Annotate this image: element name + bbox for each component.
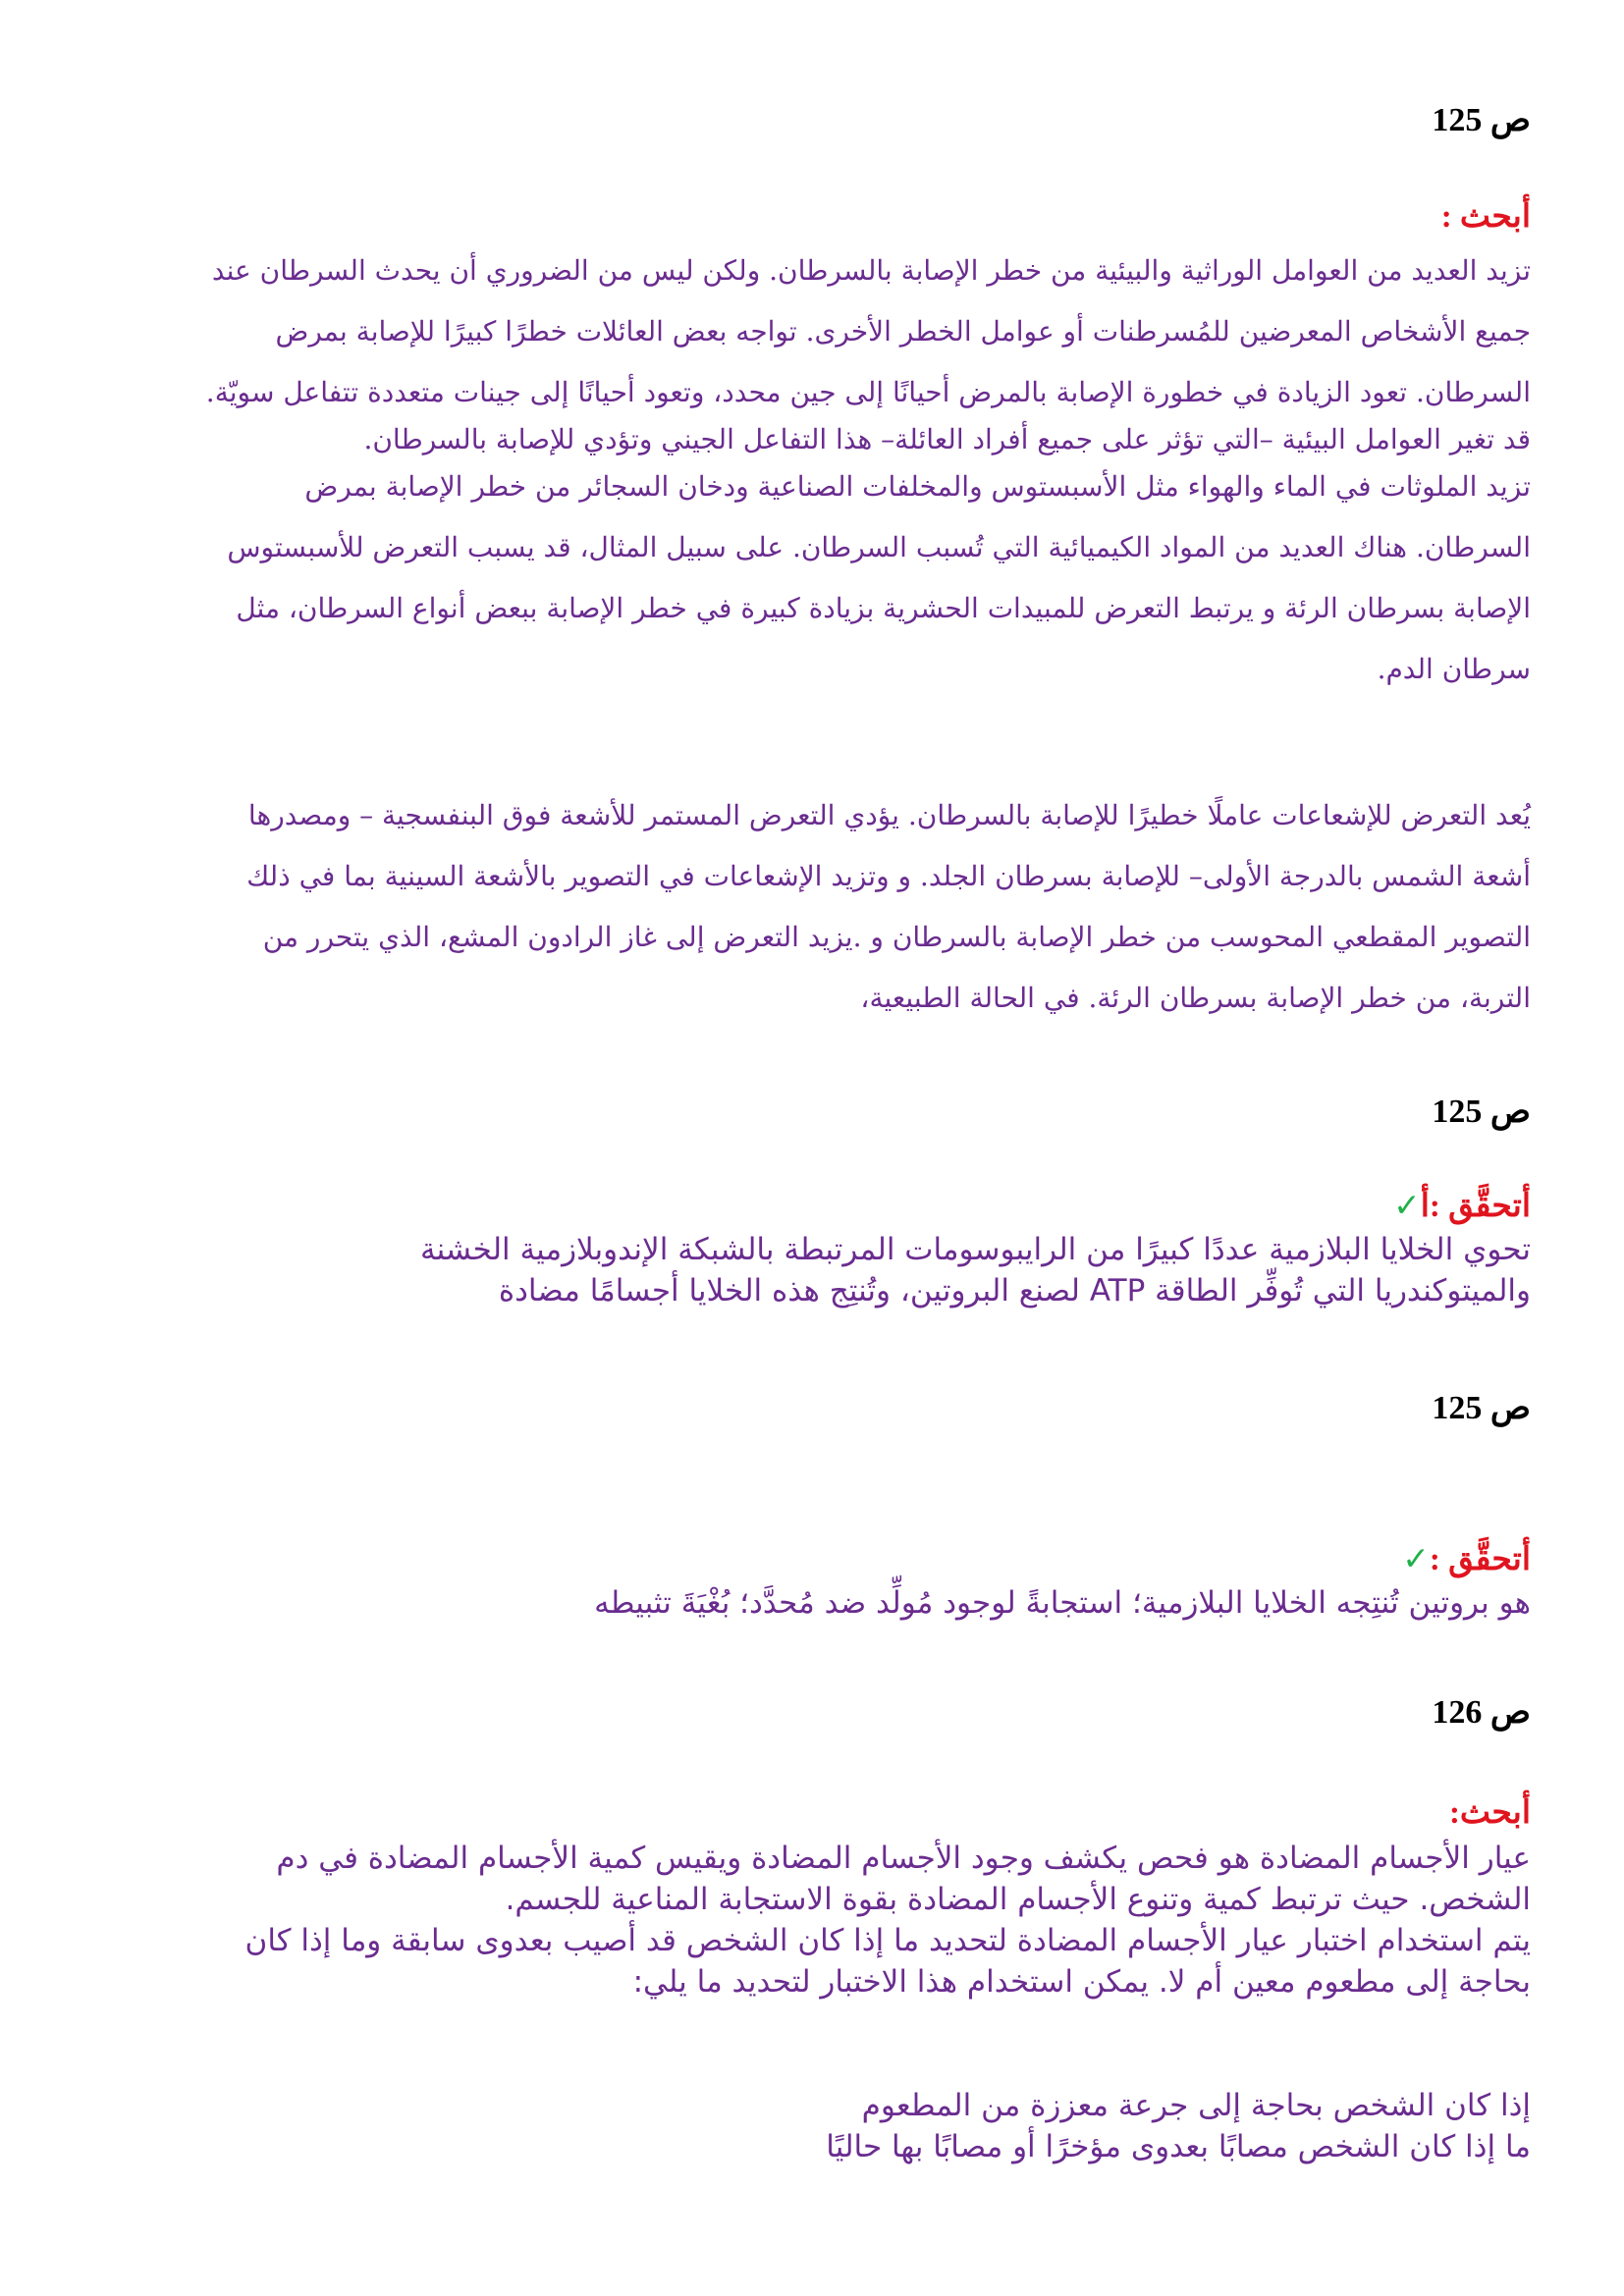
section-heading-verify [1388,1539,1531,1578]
text-line: جميع الأشخاص المعرضين للمُسرطنات أو عوامل الخطر الأخرى. تواجه بعض العائلات خطرًا كبيرًا للإصابة بمرض [275,315,1531,347]
verify-heading-text: أتحقَّق : [1429,1542,1531,1577]
section-heading-research: أبحث: [1448,1795,1531,1831]
page-reference: ص 125 [1432,1390,1531,1426]
section-heading-verify [1380,1186,1531,1225]
page-reference: ص 126 [1432,1694,1531,1731]
research-paragraph-2 [97,785,1531,1029]
verify-heading-text: أتحقَّق :أ [1420,1189,1531,1224]
text-line: السرطان. تعود الزيادة في خطورة الإصابة بالمرض أحيانًا إلى جين محدد، وتعود أحيانًا إلى جينات متعددة تتفاعل سويّة. [205,376,1531,408]
text-line: يتم استخدام اختبار عيار الأجسام المضادة لتحديد ما إذا كان الشخص قد أصيب بعدوى سابقة وما إذا كان [244,1923,1531,1958]
verify-answer-2 [97,1582,1531,1624]
research-paragraph-1 [97,240,1531,700]
checkmark-icon: ✓ [1393,1189,1421,1224]
text-line: السرطان. هناك العديد من المواد الكيميائية التي تُسبب السرطان. على سبيل المثال، قد يسبب التعرض للأسبستوس [227,531,1531,563]
text-line: الإصابة بسرطان الرئة و يرتبط التعرض للمبيدات الحشرية بزيادة كبيرة في خطر الإصابة ببعض أنواع السرطان، مثل [236,592,1531,624]
text-line: قد تغير العوامل البيئية –التي تؤثر على جميع أفراد العائلة– هذا التفاعل الجيني وتؤدي للإصابة بالسرطان. [363,423,1531,455]
verify-answer-1 [97,1229,1531,1311]
text-line: تحوي الخلايا البلازمية عددًا كبيرًا من الرايبوسومات المرتبطة بالشبكة الإندوبلازمية الخشنة [419,1232,1531,1267]
text-line: هو بروتين تُنتِجه الخلايا البلازمية؛ استجابةً لوجود مُولِّد ضد مُحدَّد؛ بُغْيَةَ تثبيطه [594,1585,1531,1621]
antibody-test-uses-list [97,2085,1531,2167]
list-item: إذا كان الشخص بحاجة إلى جرعة معززة من المطعوم [861,2088,1531,2123]
text-line: الشخص. حيث ترتبط كمية وتنوع الأجسام المضادة بقوة الاستجابة المناعية للجسم. [505,1882,1531,1917]
text-line: أشعة الشمس بالدرجة الأولى– للإصابة بسرطان الجلد. و وتزيد الإشعاعات في التصوير بالأشعة السينية بما في ذلك [246,860,1531,892]
list-item: ما إذا كان الشخص مصابًا بعدوى مؤخرًا أو مصابًا بها حاليًا [826,2129,1531,2164]
checkmark-icon: ✓ [1402,1542,1430,1577]
text-line: التصوير المقطعي المحوسب من خطر الإصابة بالسرطان و .يزيد التعرض إلى غاز الرادون المشع، الذي يتحرر من [262,921,1531,953]
page-reference: ص 125 [1432,102,1531,138]
section-heading-research: أبحث : [1440,199,1531,235]
text-line: عيار الأجسام المضادة هو فحص يكشف وجود الأجسام المضادة ويقيس كمية الأجسام المضادة في دم [276,1841,1531,1876]
text-line: يُعد التعرض للإشعاعات عاملًا خطيرًا للإصابة بالسرطان. يؤدي التعرض المستمر للأشعة فوق البنفسجية – ومصدرها [247,799,1531,831]
text-line: التربة، من خطر الإصابة بسرطان الرئة. في الحالة الطبيعية، [860,982,1531,1014]
text-line: سرطان الدم. [1377,653,1531,685]
text-line: والميتوكندريا التي تُوفِّر الطاقة ATP لصنع البروتين، وتُنتِج هذه الخلايا أجسامًا مضادة [498,1273,1531,1308]
text-line: تزيد العديد من العوامل الوراثية والبيئية من خطر الإصابة بالسرطان. ولكن ليس من الضروري أن يحدث السرطان عند [211,254,1531,287]
text-line: تزيد الملوثات في الماء والهواء مثل الأسبستوس والمخلفات الصناعية ودخان السجائر من خطر الإصابة بمرض [304,470,1531,503]
page-reference: ص 125 [1432,1094,1531,1130]
text-line: بحاجة إلى مطعوم معين أم لا. يمكن استخدام هذا الاختبار لتحديد ما يلي: [632,1964,1531,2000]
research-antibody-titer [97,1838,1531,2002]
